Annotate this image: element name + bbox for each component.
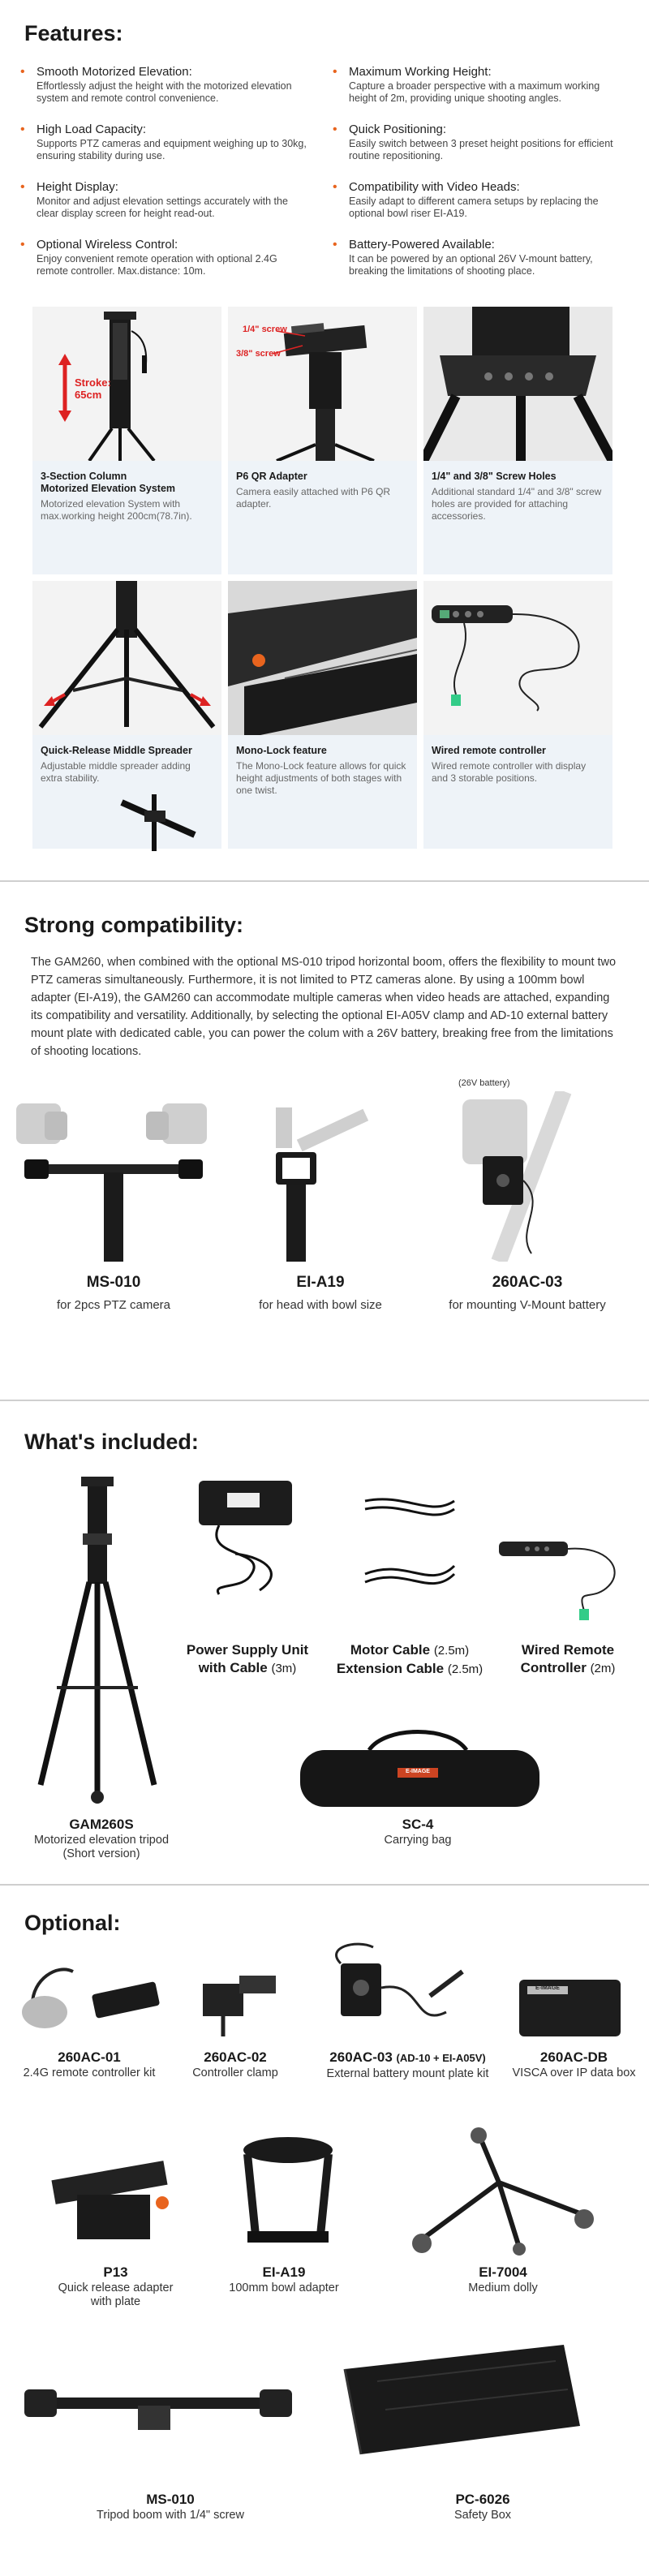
feature-heading: Battery-Powered Available: <box>349 238 495 252</box>
optional-name: 260AC-02 <box>204 2049 267 2065</box>
features-title: Features: <box>24 21 123 45</box>
compat-item-desc: for head with bowl size <box>259 1298 382 1312</box>
included-extra: (3m) <box>271 1662 297 1675</box>
section-divider <box>0 880 649 882</box>
optional-name: 260AC-03 <box>329 2049 393 2065</box>
compatibility-images <box>12 1078 637 1327</box>
feature-item <box>20 238 308 277</box>
tile-title: Mono-Lock feature <box>236 745 327 756</box>
column-image <box>32 307 221 461</box>
included-name-line2: Extension Cable <box>336 1661 445 1676</box>
feature-heading: Optional Wireless Control: <box>37 238 178 252</box>
optional-desc: External battery mount plate kit <box>326 2067 489 2080</box>
optional-name: P13 <box>103 2264 128 2280</box>
compat-item-desc: for mounting V-Mount battery <box>449 1298 606 1312</box>
included-power-supply <box>178 1641 316 1678</box>
compat-item-name: EI-A19 <box>296 1274 345 1291</box>
tile-text: Motorized elevation System with max.working height 200cm(78.7in). <box>41 498 192 522</box>
feature-text: Supports PTZ cameras and equipment weighing up to 30kg, ensuring stability during use. <box>37 138 307 161</box>
tripod-image <box>32 1477 162 1809</box>
tile-text: Camera easily attached with P6 QR adapter. <box>236 486 391 510</box>
optional-260ac03 <box>300 2049 515 2081</box>
optional-desc: VISCA over IP data box <box>512 2066 636 2079</box>
included-extra-2: (2.5m) <box>447 1662 484 1676</box>
safety-box-image <box>329 2337 588 2458</box>
feature-item <box>333 65 621 105</box>
optional-ms010 <box>93 2491 247 2522</box>
section-divider <box>0 1400 649 1401</box>
feature-tiles-row-2 <box>32 581 613 849</box>
optional-name: PC-6026 <box>455 2492 510 2507</box>
tile-title: Quick-Release Middle Spreader <box>41 745 192 756</box>
optional-name: 260AC-01 <box>58 2049 121 2065</box>
optional-desc: Controller clamp <box>192 2066 278 2079</box>
optional-p13 <box>45 2264 187 2309</box>
included-wired-remote <box>499 1641 637 1678</box>
feature-item <box>333 180 621 220</box>
compatibility-illustration <box>12 1091 637 1262</box>
feature-text: It can be powered by an optional 26V V-mount battery, breaking the limitations of shooting place. <box>349 253 593 277</box>
compat-item-ms010 <box>12 1274 215 1312</box>
bullet-icon: • <box>20 238 25 252</box>
optional-260acdb <box>503 2049 645 2080</box>
tile-text: Additional standard 1/4" and 3/8" screw holes are provided for attaching accessories. <box>432 486 602 522</box>
tile-text: Adjustable middle spreader adding extra stability. <box>41 760 191 784</box>
feature-item <box>20 65 308 105</box>
feature-heading: Maximum Working Height: <box>349 65 492 79</box>
optional-eia19 <box>207 2264 361 2295</box>
tile-title: 3-Section Column Motorized Elevation System <box>41 471 176 494</box>
included-sc4 <box>337 1816 499 1847</box>
tile-text: The Mono-Lock feature allows for quick height adjustments of both stages with one twist. <box>236 760 406 796</box>
included-name: GAM260S <box>69 1817 134 1832</box>
included-name: SC-4 <box>402 1817 434 1832</box>
included-extra: (2.5m) <box>433 1644 470 1658</box>
feature-tile <box>228 307 417 574</box>
feature-item <box>333 123 621 162</box>
feature-tile <box>423 307 612 574</box>
feature-tile <box>32 307 221 574</box>
features-list <box>20 65 621 277</box>
included-extra-2: (2m) <box>590 1662 616 1675</box>
included-desc: Carrying bag <box>384 1834 452 1847</box>
quick-release-adapter-image <box>37 2146 191 2260</box>
optional-name: MS-010 <box>146 2492 195 2507</box>
qr-adapter-image <box>228 307 417 461</box>
remote-kit-image <box>16 1955 170 2045</box>
spreader-image <box>32 581 221 735</box>
compatibility-paragraph: The GAM260, when combined with the optional MS-010 tripod horizontal boom, offers the flexibility to mount two PTZ cameras simultaneously. Furthermore, it is not limited to PTZ cameras alone. By using a 100mm bowl adapter (EI-A19), the GAM260 can accommodate multiple cameras when video heads are attached, expanding its compatibility and versatility. Additionally, by selecting the optional EI-A05V clamp and AD-10 external battery mount plate with dedicated cable, you can power the colum with a 26V battery, breaking free from the limitations of shooting locations. <box>31 956 617 1058</box>
power-supply-image <box>195 1477 300 1598</box>
stroke-label: Stroke: 65cm <box>75 376 111 401</box>
feature-item <box>20 123 308 162</box>
feature-text: Effortlessly adjust the height with the motorized elevation system and remote control convenience. <box>37 80 292 104</box>
included-title: What's included: <box>24 1430 199 1454</box>
feature-text: Easily switch between 3 preset height positions for efficient routine repositioning. <box>349 138 613 161</box>
optional-desc: Quick release adapter with plate <box>58 2281 174 2308</box>
included-name-line2: Controller <box>520 1660 587 1675</box>
optional-260ac01 <box>4 2049 174 2080</box>
optional-desc: 100mm bowl adapter <box>229 2281 339 2294</box>
compat-item-desc: for 2pcs PTZ camera <box>56 1298 171 1312</box>
tile-title: 1/4" and 3/8" Screw Holes <box>432 471 557 482</box>
included-name-line2: with Cable <box>198 1660 268 1675</box>
data-box-brand-label: E-IMAGE <box>535 1985 560 1991</box>
screw-label-three-eighths: 3/8" screw <box>236 349 281 359</box>
screw-holes-image <box>423 307 612 461</box>
optional-desc: Safety Box <box>453 2509 512 2522</box>
carrying-bag-brand-label: E-IMAGE <box>406 1769 430 1774</box>
feature-item <box>333 238 621 277</box>
feature-heading: High Load Capacity: <box>37 123 147 136</box>
included-desc: Motorized elevation tripod (Short version) <box>33 1834 170 1860</box>
bullet-icon: • <box>20 180 25 194</box>
feature-tiles-row-1 <box>32 307 613 574</box>
spreader-detail-image <box>32 786 221 859</box>
optional-name: EI-7004 <box>479 2264 527 2280</box>
included-name: Power Supply Unit <box>186 1642 309 1658</box>
optional-name: EI-A19 <box>262 2264 306 2280</box>
compat-item-eia19 <box>211 1274 430 1312</box>
screw-label-quarter: 1/4" screw <box>243 325 287 334</box>
wired-remote-controller-image <box>495 1537 633 1627</box>
feature-tile <box>423 581 612 849</box>
bullet-icon: • <box>333 65 337 79</box>
included-motor-cable <box>324 1641 495 1679</box>
optional-pc6026 <box>422 2491 544 2522</box>
compat-item-260ac03 <box>418 1274 637 1312</box>
controller-clamp-image <box>195 1967 284 2041</box>
included-name: Wired Remote <box>521 1642 615 1658</box>
section-divider <box>0 1884 649 1886</box>
optional-ei7004 <box>438 2264 568 2295</box>
optional-desc: 2.4G remote controller kit <box>23 2066 156 2079</box>
bullet-icon: • <box>20 123 25 136</box>
feature-heading: Smooth Motorized Elevation: <box>37 65 192 79</box>
feature-item <box>20 180 308 220</box>
bullet-icon: • <box>333 180 337 194</box>
feature-text: Monitor and adjust elevation settings accurately with the clear display screen for height read-out. <box>37 196 288 219</box>
feature-heading: Compatibility with Video Heads: <box>349 180 520 194</box>
optional-title: Optional: <box>24 1911 121 1935</box>
optional-desc: Medium dolly <box>468 2281 538 2294</box>
bullet-icon: • <box>333 123 337 136</box>
feature-text: Capture a broader perspective with a maximum working height of 2m, providing unique shooting angles. <box>349 80 600 104</box>
optional-name-detail: (AD-10 + EI-A05V) <box>396 2052 486 2064</box>
tile-title: P6 QR Adapter <box>236 471 307 482</box>
compat-item-name: MS-010 <box>86 1274 141 1291</box>
feature-text: Easily adapt to different camera setups by replacing the optional bowl riser EI-A19. <box>349 196 599 219</box>
feature-text: Enjoy convenient remote operation with optional 2.4G remote controller. Max.distance: 10m. <box>37 253 277 277</box>
optional-desc: Tripod boom with 1/4" screw <box>97 2509 244 2522</box>
compat-item-name: 260AC-03 <box>492 1274 563 1291</box>
optional-260ac02 <box>174 2049 296 2080</box>
optional-name: 260AC-DB <box>539 2049 608 2065</box>
tripod-boom-image <box>16 2373 308 2434</box>
wired-remote-image <box>423 581 612 735</box>
data-box-image <box>515 1972 629 2041</box>
compatibility-title: Strong compatibility: <box>24 913 243 937</box>
feature-tile <box>228 581 417 849</box>
feature-tile <box>32 581 221 849</box>
tile-title: Wired remote controller <box>432 745 546 756</box>
included-name: Motor Cable <box>350 1642 431 1658</box>
bowl-adapter-image <box>231 2130 345 2251</box>
medium-dolly-image <box>398 2126 600 2256</box>
bullet-icon: • <box>333 238 337 252</box>
battery-mount-kit-image <box>308 1939 471 2045</box>
bullet-icon: • <box>20 65 25 79</box>
feature-heading: Quick Positioning: <box>349 123 447 136</box>
motor-cable-image <box>357 1485 462 1606</box>
included-gam260s <box>16 1816 187 1861</box>
battery-note: (26V battery) <box>458 1078 510 1088</box>
feature-heading: Height Display: <box>37 180 118 194</box>
tile-text: Wired remote controller with display and 3 storable positions. <box>432 760 587 784</box>
monolock-image <box>228 581 417 735</box>
